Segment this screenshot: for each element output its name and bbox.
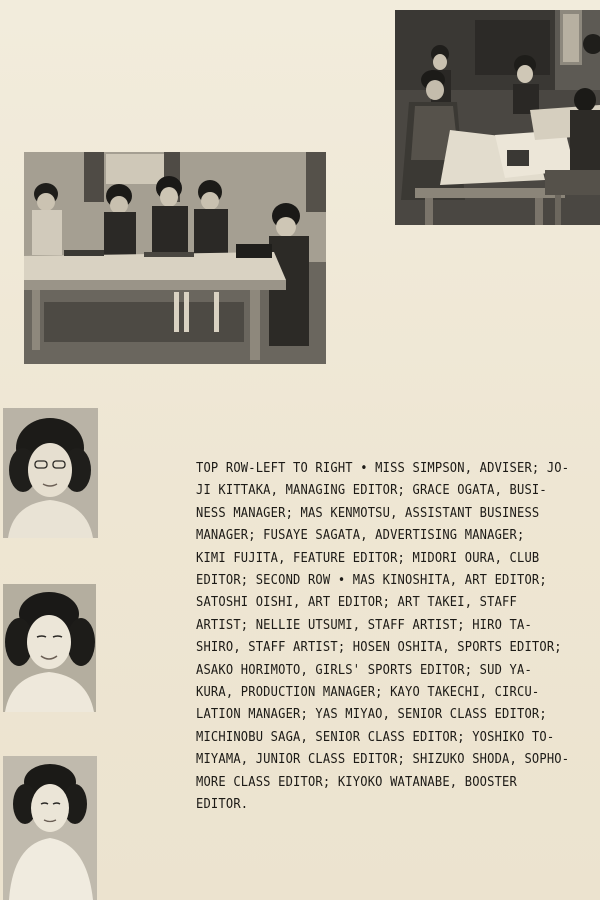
caption-line: TOP ROW-LEFT TO RIGHT • MISS SIMPSON, ADVISER; JO- xyxy=(196,461,570,476)
caption-line: EDITOR; SECOND ROW • MAS KINOSHITA, ART EDITOR; xyxy=(196,573,547,589)
caption-line: KURA, PRODUCTION MANAGER; KAYO TAKECHI, CIRCU- xyxy=(196,685,540,701)
caption-line: MORE CLASS EDITOR; KIYOKO WATANABE, BOOSTER xyxy=(196,774,517,790)
caption-line: NESS MANAGER; MAS KENMOTSU, ASSISTANT BUSINESS xyxy=(196,505,540,521)
caption-line: LATION MANAGER; YAS MIYAO, SENIOR CLASS EDITOR; xyxy=(196,707,547,723)
caption-line: MANAGER; FUSAYE SAGATA, ADVERTISING MANAGER; xyxy=(196,528,525,544)
caption-line: SHIRO, STAFF ARTIST; HOSEN OSHITA, SPORTS EDITOR; xyxy=(196,640,562,656)
photo-students-drafting xyxy=(395,10,600,225)
caption-line: EDITOR. xyxy=(196,797,249,813)
caption-line: MICHINOBU SAGA, SENIOR CLASS EDITOR; YOSHIKO TO- xyxy=(196,729,555,745)
caption-line: SATOSHI OISHI, ART EDITOR; ART TAKEI, STAFF xyxy=(196,595,517,611)
portrait-student-1 xyxy=(3,408,98,538)
photo-students-at-table xyxy=(24,152,326,364)
staff-caption xyxy=(196,458,570,817)
caption-line: JI KITTAKA, MANAGING EDITOR; GRACE OGATA, BUSI- xyxy=(196,483,547,499)
portrait-student-2 xyxy=(3,584,96,712)
caption-line: MIYAMA, JUNIOR CLASS EDITOR; SHIZUKO SHODA, SOPHO- xyxy=(196,752,570,768)
caption-line: KIMI FUJITA, FEATURE EDITOR; MIDORI OURA, CLUB xyxy=(196,550,540,566)
portrait-student-3 xyxy=(3,756,97,900)
caption-line: ASAKO HORIMOTO, GIRLS' SPORTS EDITOR; SUD YA- xyxy=(196,662,532,678)
caption-line: ARTIST; NELLIE UTSUMI, STAFF ARTIST; HIRO TA- xyxy=(196,617,532,633)
